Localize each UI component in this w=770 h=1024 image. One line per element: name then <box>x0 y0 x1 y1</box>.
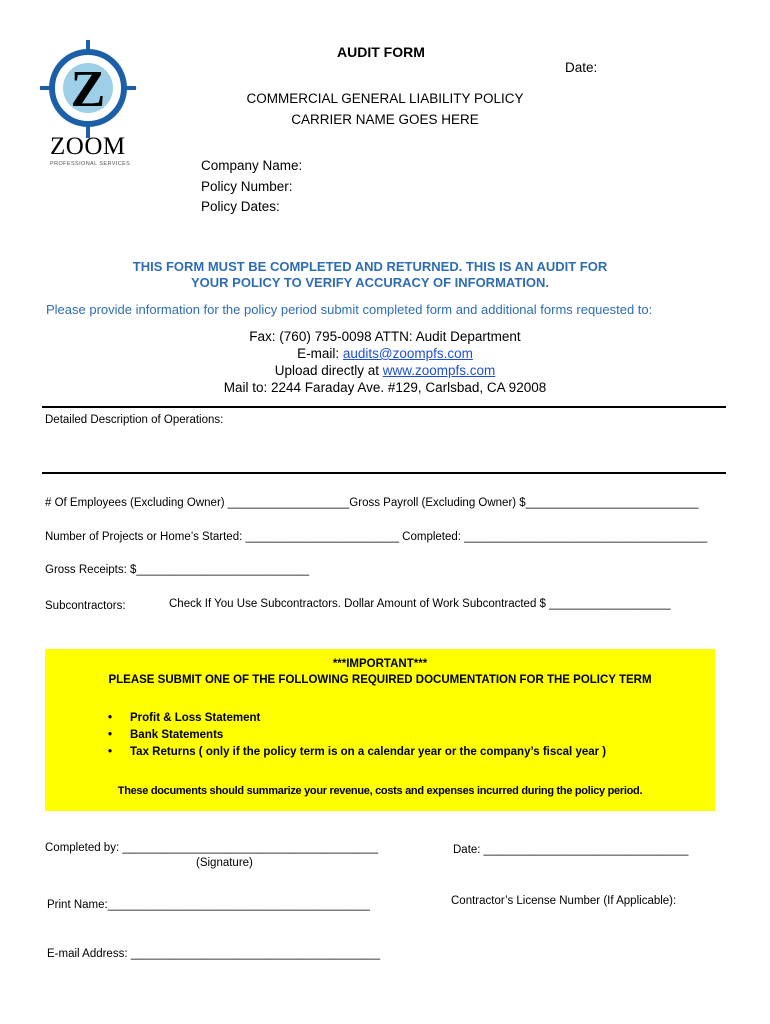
email-prefix: E-mail: <box>297 346 343 361</box>
date-label: Date: <box>565 60 598 75</box>
list-item: • Bank Statements <box>108 727 606 744</box>
logo-wordmark: ZOOM <box>50 133 126 160</box>
upload-prefix: Upload directly at <box>274 363 383 378</box>
notice-line-1: THIS FORM MUST BE COMPLETED AND RETURNED. THIS IS AN AUDIT FOR <box>132 259 608 274</box>
policy-dates-label[interactable]: Policy Dates: <box>201 199 280 214</box>
mail-line: Mail to: 2244 Faraday Ave. #129, Carlsbad, CA 92008 <box>223 380 547 395</box>
document-list <box>108 710 606 761</box>
important-heading: ***IMPORTANT*** <box>332 658 428 670</box>
email-link[interactable]: audits@zoompfs.com <box>342 346 473 361</box>
list-item: • Tax Returns ( only if the policy term is on a calendar year or the company’s fiscal year ) <box>108 744 606 761</box>
gross-receipts-field[interactable]: Gross Receipts: $___________________________ <box>45 564 310 576</box>
list-item: • Profit & Loss Statement <box>108 710 606 727</box>
print-name-field[interactable]: Print Name:_________________________________________ <box>47 899 370 911</box>
important-box <box>45 649 715 811</box>
instructions: Please provide information for the policy period submit completed form and additional forms requested to: <box>46 302 653 317</box>
policy-type: COMMERCIAL GENERAL LIABILITY POLICY <box>246 91 524 106</box>
carrier-name: CARRIER NAME GOES HERE <box>291 112 479 127</box>
completed-by-field[interactable]: Completed by: ________________________________________ <box>45 842 379 854</box>
date-field[interactable]: Date: ________________________________ <box>453 844 689 856</box>
email-address-field[interactable]: E-mail Address: _______________________________________ <box>47 948 381 960</box>
upload-line <box>0 363 770 378</box>
subcontractors-label: Subcontractors: <box>45 600 126 612</box>
email-line <box>0 346 770 361</box>
divider-operations <box>42 472 726 474</box>
employees-payroll-field[interactable]: # Of Employees (Excluding Owner) ___________________Gross Payroll (Excluding Owner) $___________________________ <box>45 497 699 509</box>
logo-subtitle: PROFESSIONAL SERVICES <box>50 161 131 167</box>
projects-field[interactable]: Number of Projects or Home’s Started: ________________________ Completed: ______________________________________ <box>45 531 708 543</box>
important-subheading: PLEASE SUBMIT ONE OF THE FOLLOWING REQUIRED DOCUMENTATION FOR THE POLICY TERM <box>108 674 652 686</box>
subcontractors-field[interactable]: Check If You Use Subcontractors. Dollar Amount of Work Subcontracted $ ___________________ <box>169 598 671 610</box>
website-link[interactable]: www.zoompfs.com <box>382 363 496 378</box>
company-name-label[interactable]: Company Name: <box>201 158 303 173</box>
form-title: AUDIT FORM <box>337 44 425 60</box>
notice-line-2: YOUR POLICY TO VERIFY ACCURACY OF INFORMATION. <box>190 275 549 290</box>
divider-top <box>42 406 726 408</box>
policy-number-label[interactable]: Policy Number: <box>201 179 293 194</box>
fax-line: Fax: (760) 795-0098 ATTN: Audit Department <box>249 329 521 344</box>
operations-label[interactable]: Detailed Description of Operations: <box>45 414 224 426</box>
logo-letter: Z <box>70 61 106 118</box>
license-number-field[interactable]: Contractor’s License Number (If Applicable): <box>451 895 677 907</box>
signature-caption: (Signature) <box>196 857 253 869</box>
important-footer: These documents should summarize your revenue, costs and expenses incurred during the policy period. <box>117 785 643 797</box>
